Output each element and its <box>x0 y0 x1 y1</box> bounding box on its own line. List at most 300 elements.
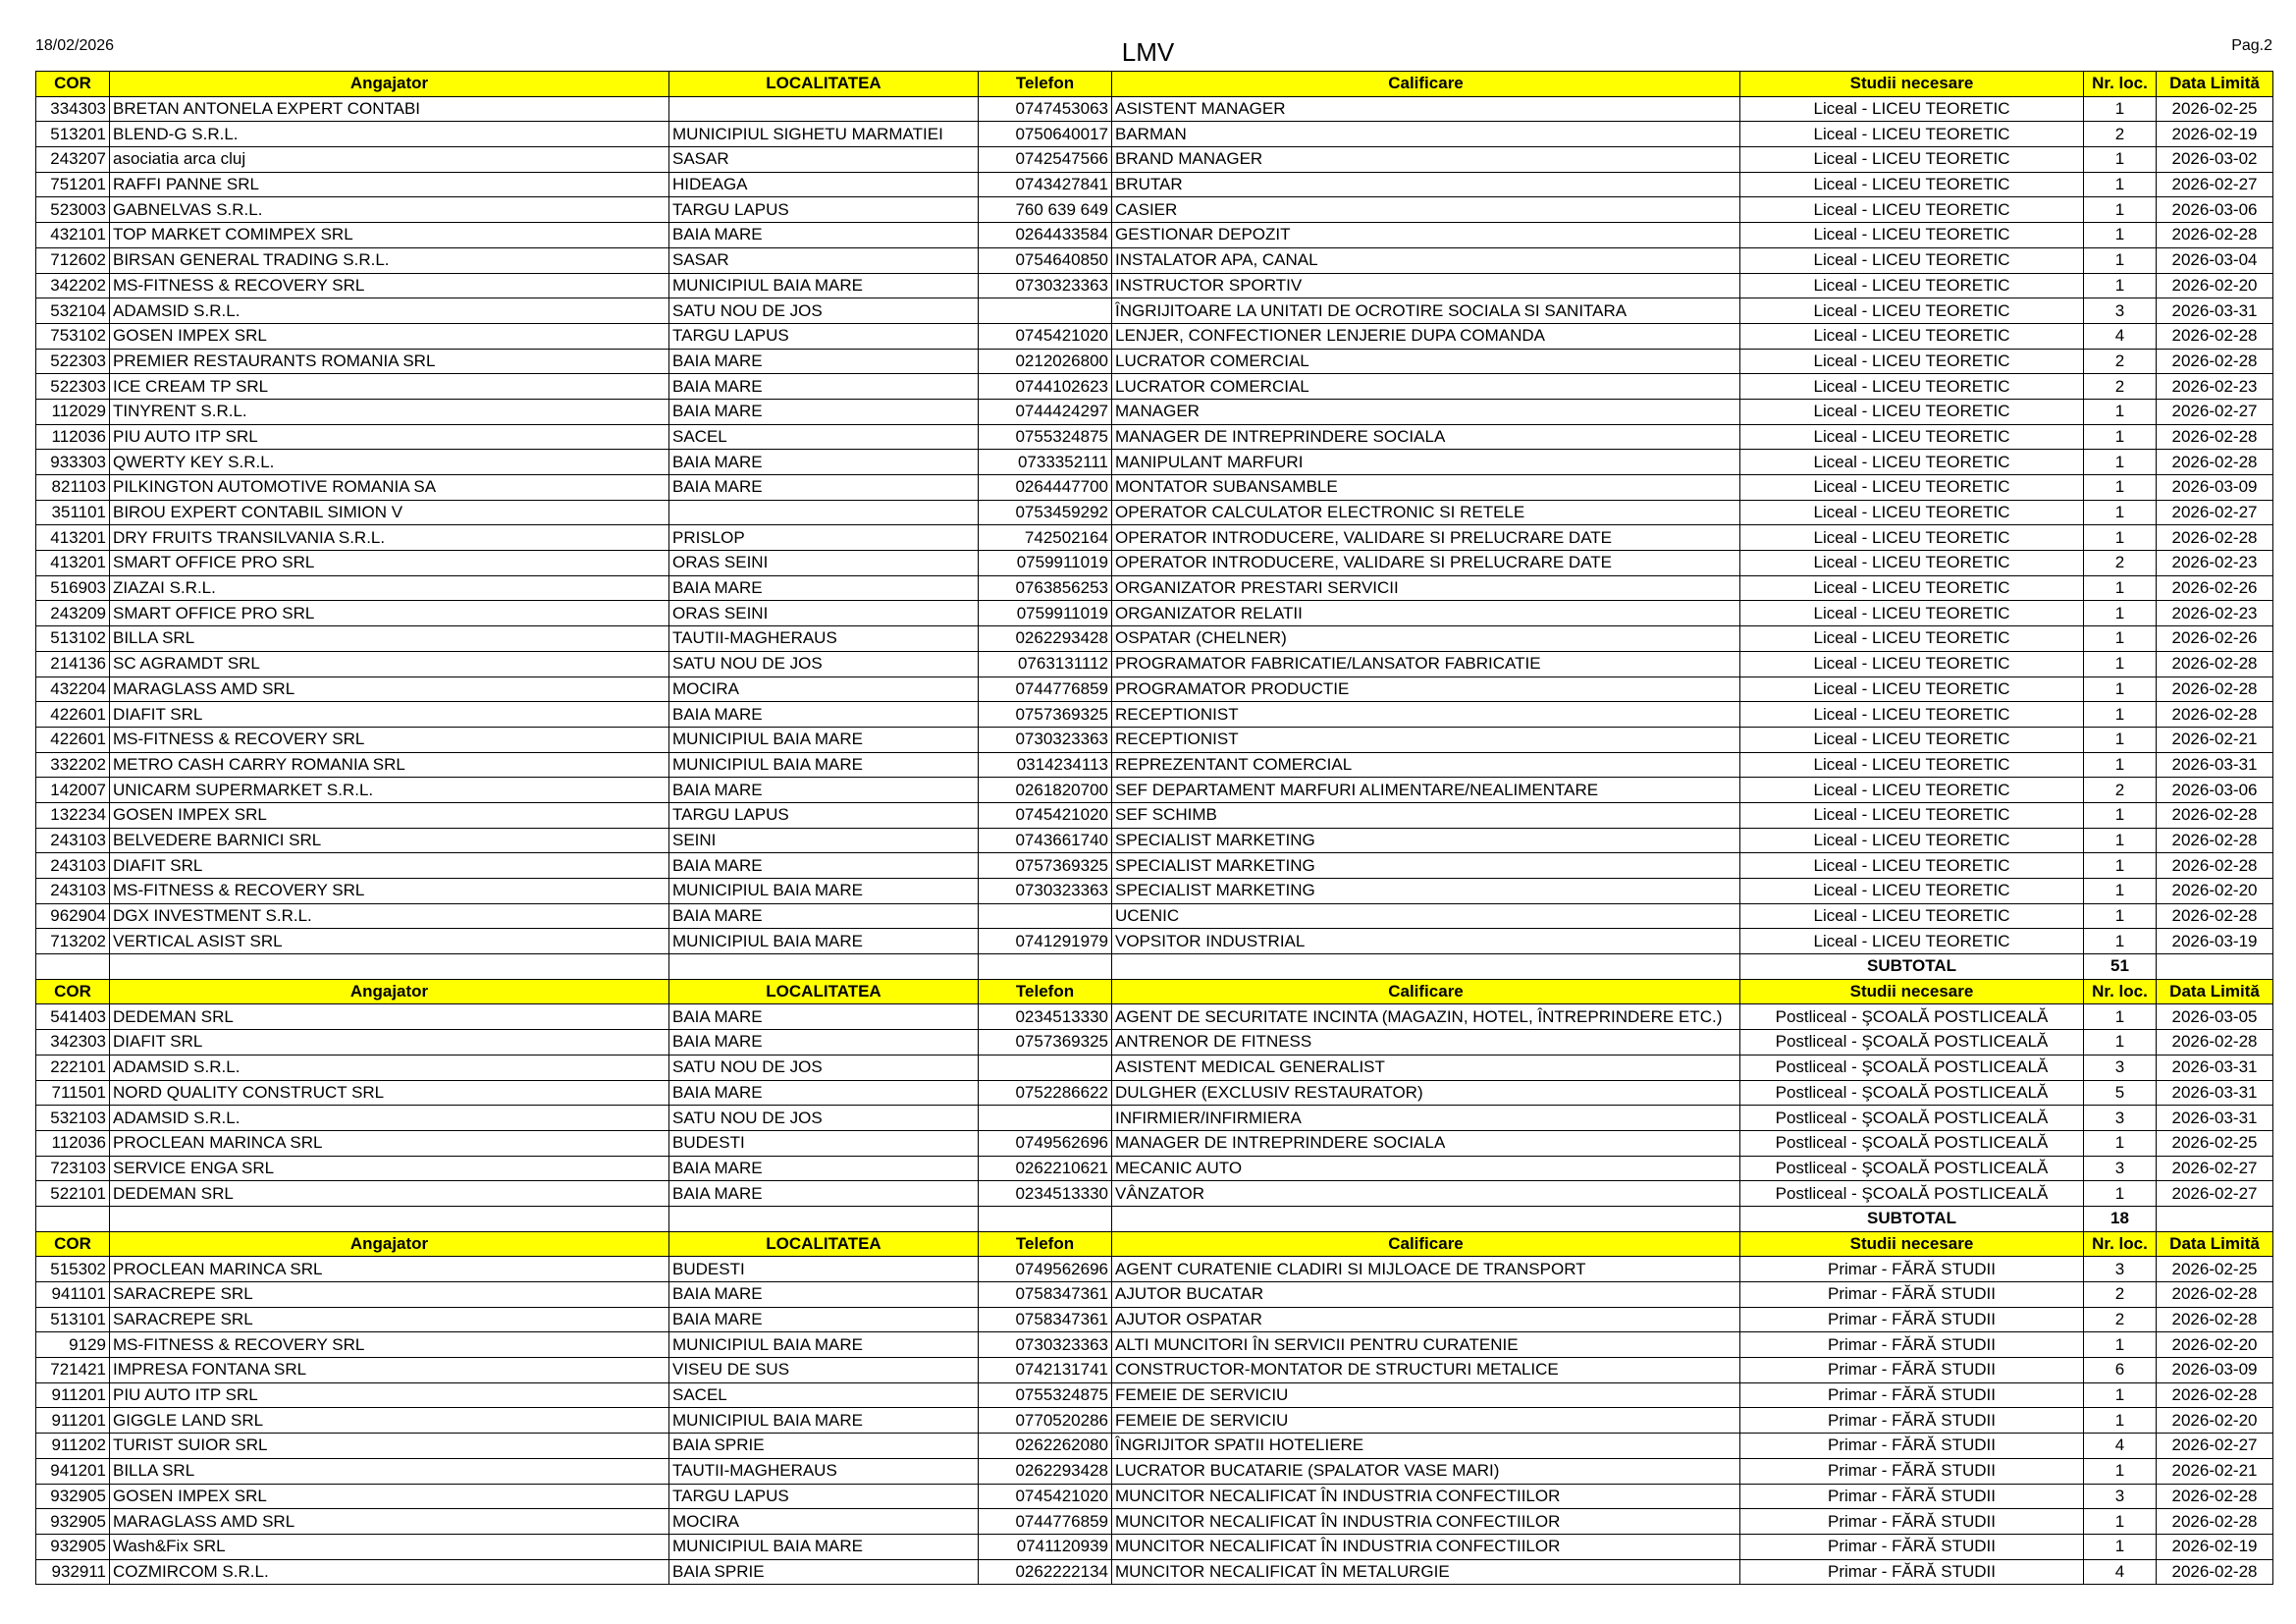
column-header-positions: Nr. loc. <box>2084 72 2157 97</box>
cell-deadline: 2026-02-19 <box>2157 1534 2273 1559</box>
cell-studies: Liceal - LICEU TEORETIC <box>1740 727 2084 752</box>
cell-deadline: 2026-02-28 <box>2157 1307 2273 1332</box>
cell-employer: SMART OFFICE PRO SRL <box>110 551 669 576</box>
cell-deadline: 2026-02-28 <box>2157 349 2273 374</box>
cell-studies: Liceal - LICEU TEORETIC <box>1740 172 2084 197</box>
cell-qualification: AGENT CURATENIE CLADIRI SI MIJLOACE DE TRANSPORT <box>1112 1257 1740 1282</box>
empty-cell <box>110 954 669 980</box>
cell-cor-code: 9129 <box>36 1332 110 1358</box>
cell-studies: Postliceal - ŞCOALĂ POSTLICEALĂ <box>1740 1004 2084 1030</box>
cell-positions: 1 <box>2084 500 2157 525</box>
cell-studies: Liceal - LICEU TEORETIC <box>1740 575 2084 601</box>
cell-cor-code: 413201 <box>36 525 110 551</box>
cell-cor-code: 532104 <box>36 298 110 324</box>
table-row <box>36 879 2273 904</box>
cell-studies: Postliceal - ŞCOALĂ POSTLICEALĂ <box>1740 1055 2084 1080</box>
cell-studies: Primar - FĂRĂ STUDII <box>1740 1382 2084 1408</box>
cell-employer: MARAGLASS AMD SRL <box>110 1509 669 1535</box>
cell-positions: 1 <box>2084 802 2157 828</box>
table-row <box>36 1434 2273 1459</box>
table-row <box>36 1559 2273 1585</box>
cell-qualification: ÎNGRIJITOARE LA UNITATI DE OCROTIRE SOCIALA SI SANITARA <box>1112 298 1740 324</box>
cell-positions: 2 <box>2084 374 2157 400</box>
table-row <box>36 1307 2273 1332</box>
table-row <box>36 778 2273 803</box>
cell-deadline: 2026-02-27 <box>2157 500 2273 525</box>
cell-cor-code: 911201 <box>36 1382 110 1408</box>
table-row <box>36 1130 2273 1156</box>
cell-positions: 1 <box>2084 677 2157 702</box>
cell-employer: ICE CREAM TP SRL <box>110 374 669 400</box>
empty-cell <box>979 1206 1112 1231</box>
cell-qualification: MANAGER <box>1112 399 1740 424</box>
cell-qualification: ÎNGRIJITOR SPATII HOTELIERE <box>1112 1434 1740 1459</box>
cell-positions: 1 <box>2084 601 2157 626</box>
cell-qualification: VÂNZATOR <box>1112 1181 1740 1207</box>
cell-phone: 0744776859 <box>979 1509 1112 1535</box>
cell-cor-code: 712602 <box>36 247 110 273</box>
cell-studies: Primar - FĂRĂ STUDII <box>1740 1534 2084 1559</box>
cell-qualification: REPREZENTANT COMERCIAL <box>1112 752 1740 778</box>
cell-phone: 0750640017 <box>979 122 1112 147</box>
cell-employer: TOP MARKET COMIMPEX SRL <box>110 223 669 248</box>
column-header-qualification: Calificare <box>1112 979 1740 1004</box>
cell-studies: Primar - FĂRĂ STUDII <box>1740 1257 2084 1282</box>
cell-deadline: 2026-02-27 <box>2157 1434 2273 1459</box>
cell-deadline: 2026-02-28 <box>2157 853 2273 879</box>
table-row <box>36 399 2273 424</box>
cell-studies: Primar - FĂRĂ STUDII <box>1740 1509 2084 1535</box>
cell-studies: Postliceal - ŞCOALĂ POSTLICEALĂ <box>1740 1181 2084 1207</box>
empty-cell <box>1112 954 1740 980</box>
table-row <box>36 298 2273 324</box>
cell-deadline: 2026-02-28 <box>2157 702 2273 728</box>
table-row <box>36 147 2273 173</box>
cell-phone: 0755324875 <box>979 1382 1112 1408</box>
empty-cell <box>1112 1206 1740 1231</box>
cell-phone: 0758347361 <box>979 1282 1112 1308</box>
cell-studies: Liceal - LICEU TEORETIC <box>1740 323 2084 349</box>
cell-studies: Liceal - LICEU TEORETIC <box>1740 879 2084 904</box>
cell-locality: MOCIRA <box>669 1509 979 1535</box>
cell-positions: 1 <box>2084 853 2157 879</box>
cell-positions: 1 <box>2084 273 2157 298</box>
cell-employer: GOSEN IMPEX SRL <box>110 323 669 349</box>
table-row <box>36 727 2273 752</box>
cell-locality: SACEL <box>669 1382 979 1408</box>
cell-employer: BIRSAN GENERAL TRADING S.R.L. <box>110 247 669 273</box>
cell-phone: 0234513330 <box>979 1004 1112 1030</box>
cell-cor-code: 243209 <box>36 601 110 626</box>
cell-locality: BAIA MARE <box>669 575 979 601</box>
cell-phone: 0741120939 <box>979 1534 1112 1559</box>
cell-cor-code: 522101 <box>36 1181 110 1207</box>
column-header-positions: Nr. loc. <box>2084 1231 2157 1257</box>
cell-deadline: 2026-02-27 <box>2157 1156 2273 1181</box>
cell-locality: BAIA MARE <box>669 702 979 728</box>
cell-cor-code: 513102 <box>36 626 110 652</box>
cell-deadline: 2026-02-28 <box>2157 1509 2273 1535</box>
cell-studies: Postliceal - ŞCOALĂ POSTLICEALĂ <box>1740 1080 2084 1106</box>
cell-cor-code: 541403 <box>36 1004 110 1030</box>
column-header-positions: Nr. loc. <box>2084 979 2157 1004</box>
cell-phone: 0758347361 <box>979 1307 1112 1332</box>
table-row <box>36 929 2273 954</box>
cell-phone: 0749562696 <box>979 1257 1112 1282</box>
cell-locality: BAIA MARE <box>669 374 979 400</box>
cell-locality: MUNICIPIUL BAIA MARE <box>669 727 979 752</box>
table-row <box>36 1358 2273 1383</box>
cell-qualification: BRAND MANAGER <box>1112 147 1740 173</box>
cell-qualification: SPECIALIST MARKETING <box>1112 853 1740 879</box>
cell-positions: 1 <box>2084 147 2157 173</box>
cell-locality: BAIA MARE <box>669 1307 979 1332</box>
table-row <box>36 450 2273 475</box>
cell-employer: DRY FRUITS TRANSILVANIA S.R.L. <box>110 525 669 551</box>
cell-locality: BAIA MARE <box>669 778 979 803</box>
cell-employer: BELVEDERE BARNICI SRL <box>110 828 669 853</box>
cell-studies: Liceal - LICEU TEORETIC <box>1740 903 2084 929</box>
cell-locality: SATU NOU DE JOS <box>669 1055 979 1080</box>
cell-deadline: 2026-03-09 <box>2157 475 2273 501</box>
cell-deadline: 2026-02-23 <box>2157 551 2273 576</box>
cell-positions: 6 <box>2084 1358 2157 1383</box>
cell-qualification: AJUTOR BUCATAR <box>1112 1282 1740 1308</box>
empty-cell <box>2157 954 2273 980</box>
cell-locality: BAIA SPRIE <box>669 1434 979 1459</box>
cell-qualification: SEF DEPARTAMENT MARFURI ALIMENTARE/NEALIMENTARE <box>1112 778 1740 803</box>
cell-positions: 2 <box>2084 1282 2157 1308</box>
empty-cell <box>36 1206 110 1231</box>
cell-positions: 2 <box>2084 349 2157 374</box>
table-row <box>36 651 2273 677</box>
cell-positions: 1 <box>2084 651 2157 677</box>
cell-deadline: 2026-03-05 <box>2157 1004 2273 1030</box>
cell-qualification: MANAGER DE INTREPRINDERE SOCIALA <box>1112 1130 1740 1156</box>
cell-phone: 0752286622 <box>979 1080 1112 1106</box>
column-header-qualification: Calificare <box>1112 1231 1740 1257</box>
cell-phone: 0755324875 <box>979 424 1112 450</box>
cell-phone: 0754640850 <box>979 247 1112 273</box>
section-header-row <box>36 979 2273 1004</box>
cell-qualification: OPERATOR INTRODUCERE, VALIDARE SI PRELUCRARE DATE <box>1112 551 1740 576</box>
table-row <box>36 1030 2273 1056</box>
table-row <box>36 223 2273 248</box>
cell-phone: 0314234113 <box>979 752 1112 778</box>
cell-deadline: 2026-02-28 <box>2157 1382 2273 1408</box>
cell-positions: 2 <box>2084 778 2157 803</box>
empty-cell <box>2157 1206 2273 1231</box>
cell-employer: DGX INVESTMENT S.R.L. <box>110 903 669 929</box>
cell-employer: MS-FITNESS & RECOVERY SRL <box>110 727 669 752</box>
cell-cor-code: 112029 <box>36 399 110 424</box>
cell-phone: 0753459292 <box>979 500 1112 525</box>
cell-locality: TAUTII-MAGHERAUS <box>669 1458 979 1484</box>
table-row <box>36 853 2273 879</box>
table-row <box>36 96 2273 122</box>
table-row <box>36 1408 2273 1434</box>
cell-employer: MS-FITNESS & RECOVERY SRL <box>110 273 669 298</box>
cell-locality: MUNICIPIUL BAIA MARE <box>669 1332 979 1358</box>
empty-cell <box>979 954 1112 980</box>
cell-studies: Primar - FĂRĂ STUDII <box>1740 1458 2084 1484</box>
cell-employer: ADAMSID S.R.L. <box>110 298 669 324</box>
cell-qualification: INSTRUCTOR SPORTIV <box>1112 273 1740 298</box>
cell-studies: Liceal - LICEU TEORETIC <box>1740 828 2084 853</box>
cell-qualification: SEF SCHIMB <box>1112 802 1740 828</box>
column-header-phone: Telefon <box>979 979 1112 1004</box>
cell-locality: BAIA MARE <box>669 1004 979 1030</box>
table-row <box>36 1181 2273 1207</box>
cell-deadline: 2026-02-20 <box>2157 1332 2273 1358</box>
cell-locality: SATU NOU DE JOS <box>669 651 979 677</box>
cell-cor-code: 243103 <box>36 879 110 904</box>
table-row <box>36 1332 2273 1358</box>
cell-qualification: PROGRAMATOR PRODUCTIE <box>1112 677 1740 702</box>
table-row <box>36 1004 2273 1030</box>
column-header-studies: Studii necesare <box>1740 1231 2084 1257</box>
table-row <box>36 1534 2273 1559</box>
cell-studies: Liceal - LICEU TEORETIC <box>1740 752 2084 778</box>
cell-cor-code: 334303 <box>36 96 110 122</box>
cell-locality: MOCIRA <box>669 677 979 702</box>
cell-qualification: MECANIC AUTO <box>1112 1156 1740 1181</box>
cell-locality: BAIA MARE <box>669 450 979 475</box>
cell-deadline: 2026-03-06 <box>2157 778 2273 803</box>
cell-locality: TARGU LAPUS <box>669 323 979 349</box>
cell-phone: 0730323363 <box>979 727 1112 752</box>
cell-cor-code: 713202 <box>36 929 110 954</box>
cell-locality: ORAS SEINI <box>669 551 979 576</box>
cell-locality: BAIA MARE <box>669 853 979 879</box>
cell-studies: Liceal - LICEU TEORETIC <box>1740 702 2084 728</box>
table-row <box>36 802 2273 828</box>
cell-employer: METRO CASH CARRY ROMANIA SRL <box>110 752 669 778</box>
cell-qualification: MUNCITOR NECALIFICAT ÎN INDUSTRIA CONFECTIILOR <box>1112 1534 1740 1559</box>
table-row <box>36 1080 2273 1106</box>
cell-positions: 1 <box>2084 1408 2157 1434</box>
cell-employer: GIGGLE LAND SRL <box>110 1408 669 1434</box>
column-header-deadline: Data Limită <box>2157 979 2273 1004</box>
cell-deadline: 2026-02-19 <box>2157 122 2273 147</box>
cell-studies: Liceal - LICEU TEORETIC <box>1740 450 2084 475</box>
cell-qualification: VOPSITOR INDUSTRIAL <box>1112 929 1740 954</box>
cell-locality: BUDESTI <box>669 1257 979 1282</box>
cell-cor-code: 222101 <box>36 1055 110 1080</box>
cell-locality <box>669 96 979 122</box>
cell-studies: Liceal - LICEU TEORETIC <box>1740 399 2084 424</box>
cell-qualification: MONTATOR SUBANSAMBLE <box>1112 475 1740 501</box>
cell-positions: 1 <box>2084 1509 2157 1535</box>
cell-locality: VISEU DE SUS <box>669 1358 979 1383</box>
cell-studies: Liceal - LICEU TEORETIC <box>1740 601 2084 626</box>
cell-phone: 0763131112 <box>979 651 1112 677</box>
cell-positions: 4 <box>2084 323 2157 349</box>
cell-phone <box>979 298 1112 324</box>
cell-employer: ZIAZAI S.R.L. <box>110 575 669 601</box>
cell-cor-code: 932905 <box>36 1509 110 1535</box>
cell-positions: 1 <box>2084 879 2157 904</box>
cell-employer: NORD QUALITY CONSTRUCT SRL <box>110 1080 669 1106</box>
cell-phone: 0745421020 <box>979 323 1112 349</box>
cell-studies: Liceal - LICEU TEORETIC <box>1740 551 2084 576</box>
cell-deadline: 2026-02-28 <box>2157 802 2273 828</box>
table-row <box>36 122 2273 147</box>
cell-deadline: 2026-02-26 <box>2157 626 2273 652</box>
cell-deadline: 2026-02-28 <box>2157 1030 2273 1056</box>
cell-phone: 0743661740 <box>979 828 1112 853</box>
cell-cor-code: 516903 <box>36 575 110 601</box>
cell-studies: Liceal - LICEU TEORETIC <box>1740 651 2084 677</box>
cell-phone: 0733352111 <box>979 450 1112 475</box>
cell-deadline: 2026-02-27 <box>2157 1181 2273 1207</box>
cell-positions: 1 <box>2084 702 2157 728</box>
table-row <box>36 500 2273 525</box>
cell-employer: GABNELVAS S.R.L. <box>110 197 669 223</box>
cell-phone <box>979 1106 1112 1131</box>
cell-phone: 0770520286 <box>979 1408 1112 1434</box>
cell-employer: DEDEMAN SRL <box>110 1181 669 1207</box>
cell-employer: GOSEN IMPEX SRL <box>110 802 669 828</box>
cell-employer: PREMIER RESTAURANTS ROMANIA SRL <box>110 349 669 374</box>
cell-cor-code: 932905 <box>36 1534 110 1559</box>
cell-employer: UNICARM SUPERMARKET S.R.L. <box>110 778 669 803</box>
cell-qualification: AJUTOR OSPATAR <box>1112 1307 1740 1332</box>
cell-deadline: 2026-02-21 <box>2157 727 2273 752</box>
cell-phone: 0743427841 <box>979 172 1112 197</box>
cell-qualification: DULGHER (EXCLUSIV RESTAURATOR) <box>1112 1080 1740 1106</box>
cell-qualification: OPERATOR INTRODUCERE, VALIDARE SI PRELUCRARE DATE <box>1112 525 1740 551</box>
cell-deadline: 2026-02-28 <box>2157 903 2273 929</box>
cell-studies: Liceal - LICEU TEORETIC <box>1740 298 2084 324</box>
cell-positions: 1 <box>2084 223 2157 248</box>
cell-positions: 1 <box>2084 1130 2157 1156</box>
cell-deadline: 2026-03-04 <box>2157 247 2273 273</box>
cell-positions: 3 <box>2084 1484 2157 1509</box>
cell-qualification: MUNCITOR NECALIFICAT ÎN INDUSTRIA CONFECTIILOR <box>1112 1509 1740 1535</box>
cell-deadline: 2026-03-31 <box>2157 298 2273 324</box>
section-header-row <box>36 1231 2273 1257</box>
cell-cor-code: 214136 <box>36 651 110 677</box>
cell-cor-code: 911202 <box>36 1434 110 1459</box>
cell-qualification: OSPATAR (CHELNER) <box>1112 626 1740 652</box>
cell-qualification: LUCRATOR COMERCIAL <box>1112 349 1740 374</box>
cell-employer: SARACREPE SRL <box>110 1282 669 1308</box>
cell-cor-code: 515302 <box>36 1257 110 1282</box>
cell-cor-code: 821103 <box>36 475 110 501</box>
cell-cor-code: 422601 <box>36 727 110 752</box>
cell-locality: TARGU LAPUS <box>669 197 979 223</box>
cell-studies: Primar - FĂRĂ STUDII <box>1740 1358 2084 1383</box>
table-row <box>36 626 2273 652</box>
cell-locality: BAIA MARE <box>669 1282 979 1308</box>
table-row <box>36 525 2273 551</box>
cell-qualification: ASISTENT MANAGER <box>1112 96 1740 122</box>
cell-phone: 0262293428 <box>979 1458 1112 1484</box>
cell-deadline: 2026-03-31 <box>2157 1055 2273 1080</box>
cell-studies: Postliceal - ŞCOALĂ POSTLICEALĂ <box>1740 1156 2084 1181</box>
cell-phone: 0757369325 <box>979 853 1112 879</box>
cell-studies: Liceal - LICEU TEORETIC <box>1740 475 2084 501</box>
cell-employer: TURIST SUIOR SRL <box>110 1434 669 1459</box>
cell-phone: 0742547566 <box>979 147 1112 173</box>
column-header-phone: Telefon <box>979 1231 1112 1257</box>
cell-employer: BLEND-G S.R.L. <box>110 122 669 147</box>
cell-employer: BILLA SRL <box>110 1458 669 1484</box>
cell-deadline: 2026-03-02 <box>2157 147 2273 173</box>
table-row <box>36 475 2273 501</box>
table-row <box>36 677 2273 702</box>
cell-qualification: LENJER, CONFECTIONER LENJERIE DUPA COMANDA <box>1112 323 1740 349</box>
cell-locality: BAIA MARE <box>669 1080 979 1106</box>
cell-studies: Primar - FĂRĂ STUDII <box>1740 1307 2084 1332</box>
cell-employer: MS-FITNESS & RECOVERY SRL <box>110 879 669 904</box>
cell-deadline: 2026-02-20 <box>2157 1408 2273 1434</box>
cell-phone: 0744102623 <box>979 374 1112 400</box>
column-header-studies: Studii necesare <box>1740 72 2084 97</box>
cell-positions: 1 <box>2084 828 2157 853</box>
cell-deadline: 2026-02-28 <box>2157 1282 2273 1308</box>
cell-employer: SC AGRAMDT SRL <box>110 651 669 677</box>
cell-locality: BAIA MARE <box>669 1181 979 1207</box>
subtotal-row <box>36 1206 2273 1231</box>
cell-cor-code: 132234 <box>36 802 110 828</box>
cell-studies: Primar - FĂRĂ STUDII <box>1740 1484 2084 1509</box>
cell-studies: Liceal - LICEU TEORETIC <box>1740 853 2084 879</box>
cell-positions: 1 <box>2084 1534 2157 1559</box>
cell-phone: 0763856253 <box>979 575 1112 601</box>
cell-qualification: SPECIALIST MARKETING <box>1112 828 1740 853</box>
cell-phone: 0745421020 <box>979 1484 1112 1509</box>
table-row <box>36 1484 2273 1509</box>
table-row <box>36 702 2273 728</box>
cell-positions: 4 <box>2084 1434 2157 1459</box>
cell-employer: DIAFIT SRL <box>110 1030 669 1056</box>
cell-qualification: RECEPTIONIST <box>1112 727 1740 752</box>
cell-deadline: 2026-02-28 <box>2157 525 2273 551</box>
cell-locality: SASAR <box>669 247 979 273</box>
cell-phone <box>979 903 1112 929</box>
cell-phone: 0234513330 <box>979 1181 1112 1207</box>
cell-employer: DIAFIT SRL <box>110 702 669 728</box>
cell-studies: Liceal - LICEU TEORETIC <box>1740 223 2084 248</box>
table-row <box>36 172 2273 197</box>
empty-cell <box>36 954 110 980</box>
cell-locality: HIDEAGA <box>669 172 979 197</box>
cell-phone: 0264433584 <box>979 223 1112 248</box>
cell-positions: 3 <box>2084 298 2157 324</box>
cell-deadline: 2026-02-23 <box>2157 601 2273 626</box>
table-row <box>36 1458 2273 1484</box>
cell-qualification: LUCRATOR BUCATARIE (SPALATOR VASE MARI) <box>1112 1458 1740 1484</box>
cell-cor-code: 753102 <box>36 323 110 349</box>
cell-qualification: ANTRENOR DE FITNESS <box>1112 1030 1740 1056</box>
cell-cor-code: 413201 <box>36 551 110 576</box>
cell-qualification: CONSTRUCTOR-MONTATOR DE STRUCTURI METALICE <box>1112 1358 1740 1383</box>
cell-deadline: 2026-02-26 <box>2157 575 2273 601</box>
cell-positions: 1 <box>2084 172 2157 197</box>
cell-employer: PILKINGTON AUTOMOTIVE ROMANIA SA <box>110 475 669 501</box>
cell-phone: 0262262080 <box>979 1434 1112 1459</box>
cell-locality: BAIA MARE <box>669 1030 979 1056</box>
cell-phone: 0212026800 <box>979 349 1112 374</box>
table-row <box>36 1106 2273 1131</box>
cell-deadline: 2026-02-25 <box>2157 1130 2273 1156</box>
cell-cor-code: 422601 <box>36 702 110 728</box>
cell-cor-code: 911201 <box>36 1408 110 1434</box>
cell-employer: PIU AUTO ITP SRL <box>110 424 669 450</box>
cell-employer: COZMIRCOM S.R.L. <box>110 1559 669 1585</box>
